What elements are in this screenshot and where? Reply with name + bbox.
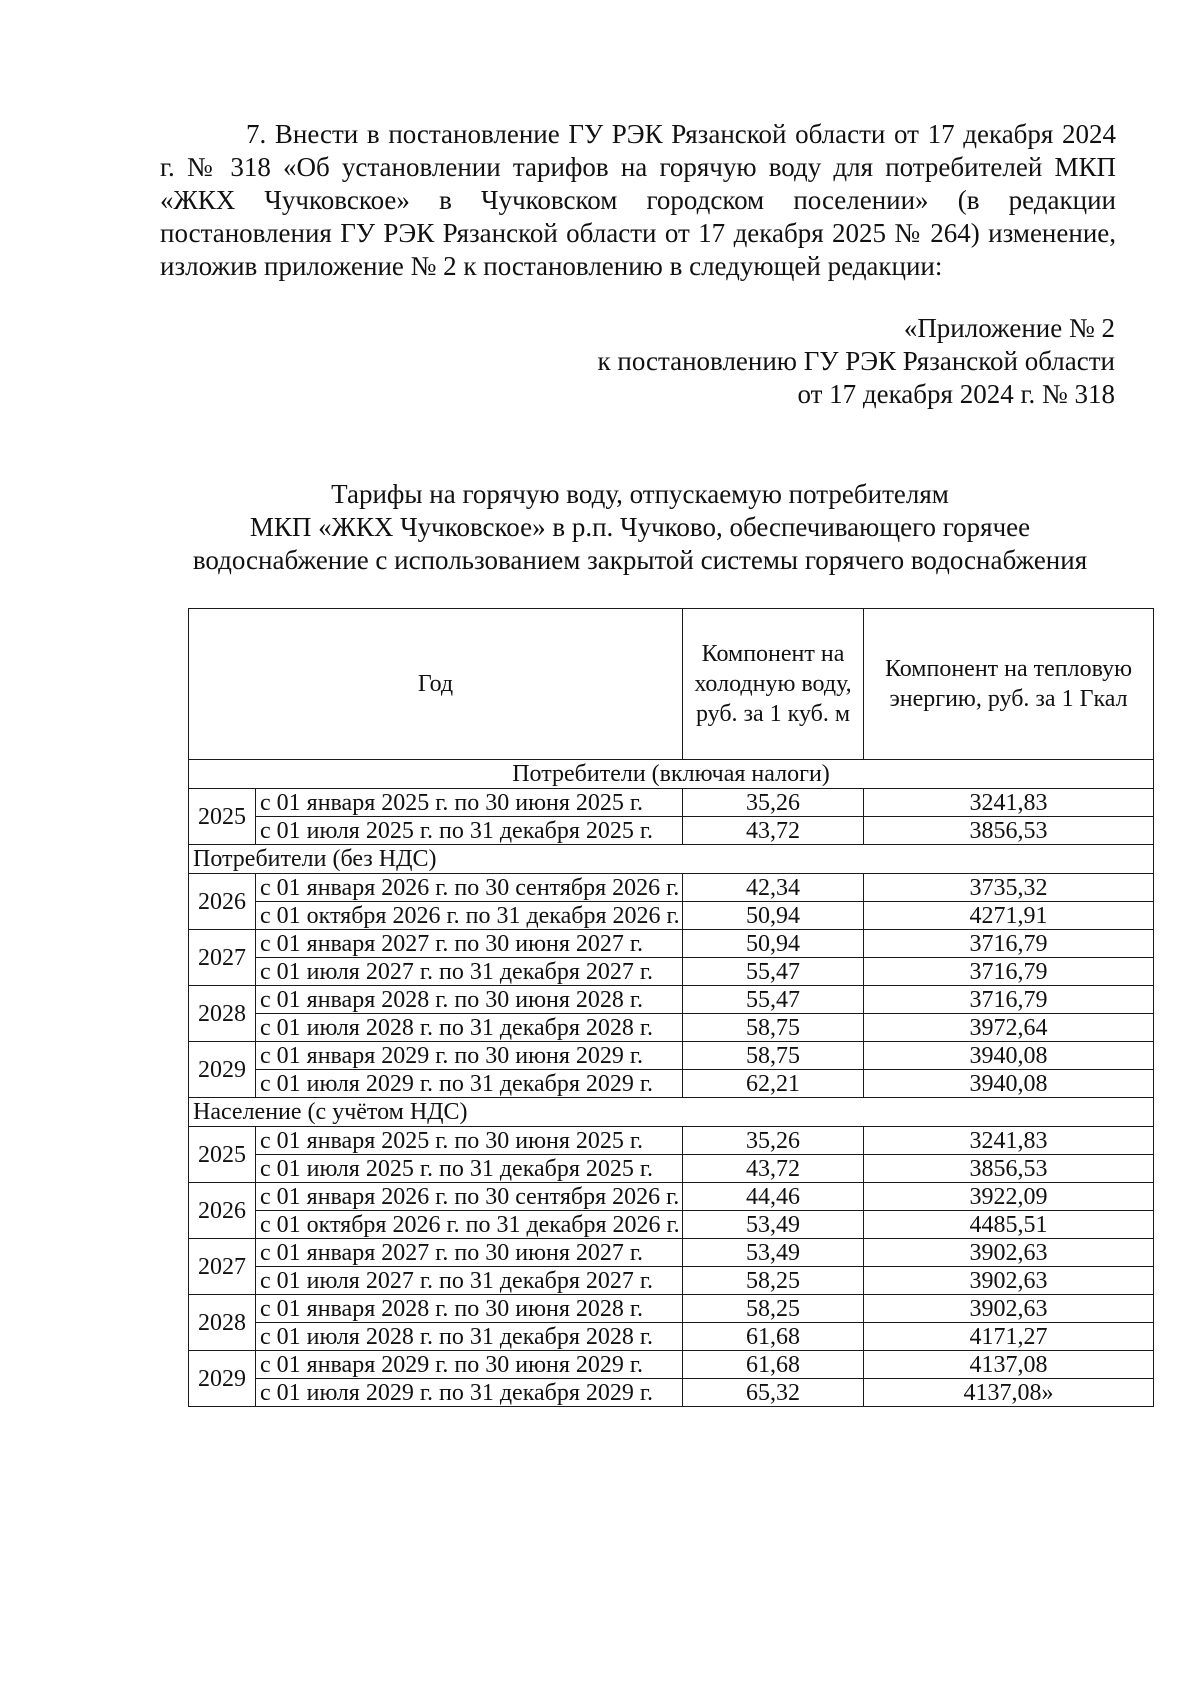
- table-row: [189, 817, 1154, 845]
- period-cell: с 01 января 2026 г. по 30 сентября 2026 г.: [256, 1183, 683, 1211]
- appendix-line-2: к постановлению ГУ РЭК Рязанской области: [597, 346, 1115, 376]
- heat-energy-value: 4137,08»: [864, 1379, 1154, 1407]
- header-year: Год: [189, 609, 683, 760]
- section-title: Население (с учётом НДС): [189, 1098, 1154, 1127]
- period-cell: с 01 января 2029 г. по 30 июня 2029 г.: [256, 1042, 683, 1070]
- cold-water-value: 58,25: [683, 1295, 864, 1323]
- heat-energy-value: 3241,83: [864, 1127, 1154, 1155]
- heat-energy-value: 3856,53: [864, 1155, 1154, 1183]
- table-row: [189, 874, 1154, 902]
- period-cell: с 01 июля 2025 г. по 31 декабря 2025 г.: [256, 1155, 683, 1183]
- cold-water-value: 61,68: [683, 1323, 864, 1351]
- cold-water-value: 35,26: [683, 1127, 864, 1155]
- cold-water-value: 61,68: [683, 1351, 864, 1379]
- cold-water-value: 58,25: [683, 1267, 864, 1295]
- heat-energy-value: 3716,79: [864, 930, 1154, 958]
- table-row: [189, 1211, 1154, 1239]
- table-row: [189, 902, 1154, 930]
- cold-water-value: 42,34: [683, 874, 864, 902]
- table-row: [189, 1379, 1154, 1407]
- cold-water-value: 44,46: [683, 1183, 864, 1211]
- period-cell: с 01 января 2027 г. по 30 июня 2027 г.: [256, 1239, 683, 1267]
- period-cell: с 01 июля 2029 г. по 31 декабря 2029 г.: [256, 1379, 683, 1407]
- heat-energy-value: 3856,53: [864, 817, 1154, 845]
- amendment-paragraph: 7. Внести в постановление ГУ РЭК Рязанской области от 17 декабря 2024 г. № 318 «Об установлении тарифов на горячую воду для потребителей МКП «ЖКХ Чучковское» в Чучковском городском поселении» (в редакции постановления ГУ РЭК Рязанской области от 17 декабря 2025 № 264) изменение, изложив приложение № 2 к постановлению в следующей редакции:: [160, 119, 1116, 281]
- section-row: [189, 760, 1154, 789]
- year-cell: 2027: [189, 1239, 256, 1295]
- section-row: [189, 845, 1154, 874]
- heat-energy-value: 3716,79: [864, 958, 1154, 986]
- appendix-line-1: «Приложение № 2: [903, 313, 1115, 343]
- table-row: [189, 1127, 1154, 1155]
- tariff-table: [188, 608, 1154, 1407]
- table-title: [160, 478, 1120, 577]
- table-row: [189, 1323, 1154, 1351]
- year-cell: 2027: [189, 930, 256, 986]
- section-title: Потребители (без НДС): [189, 845, 1154, 874]
- heat-energy-value: 3902,63: [864, 1295, 1154, 1323]
- table-row: [189, 1239, 1154, 1267]
- cold-water-value: 50,94: [683, 902, 864, 930]
- table-header-row: [189, 609, 1154, 760]
- tariff-table-body: [189, 760, 1154, 1407]
- heat-energy-value: 4171,27: [864, 1323, 1154, 1351]
- period-cell: с 01 июля 2027 г. по 31 декабря 2027 г.: [256, 1267, 683, 1295]
- cold-water-value: 58,75: [683, 1042, 864, 1070]
- table-row: [189, 1042, 1154, 1070]
- table-title-line-1: Тарифы на горячую воду, отпускаемую потребителям: [331, 479, 949, 509]
- table-row: [189, 930, 1154, 958]
- table-row: [189, 1267, 1154, 1295]
- cold-water-value: 65,32: [683, 1379, 864, 1407]
- period-cell: с 01 января 2025 г. по 30 июня 2025 г.: [256, 789, 683, 817]
- period-cell: с 01 января 2025 г. по 30 июня 2025 г.: [256, 1127, 683, 1155]
- table-row: [189, 1070, 1154, 1098]
- section-row: [189, 1098, 1154, 1127]
- table-row: [189, 789, 1154, 817]
- cold-water-value: 35,26: [683, 789, 864, 817]
- period-cell: с 01 июля 2025 г. по 31 декабря 2025 г.: [256, 817, 683, 845]
- year-cell: 2029: [189, 1351, 256, 1407]
- year-cell: 2029: [189, 1042, 256, 1098]
- period-cell: с 01 января 2029 г. по 30 июня 2029 г.: [256, 1351, 683, 1379]
- header-heat-energy: Компонент на тепловую энергию, руб. за 1 Гкал: [864, 609, 1154, 760]
- table-row: [189, 1351, 1154, 1379]
- heat-energy-value: 3940,08: [864, 1070, 1154, 1098]
- cold-water-value: 53,49: [683, 1211, 864, 1239]
- heat-energy-value: 3241,83: [864, 789, 1154, 817]
- heat-energy-value: 3922,09: [864, 1183, 1154, 1211]
- table-row: [189, 1183, 1154, 1211]
- cold-water-value: 43,72: [683, 1155, 864, 1183]
- period-cell: с 01 июля 2027 г. по 31 декабря 2027 г.: [256, 958, 683, 986]
- year-cell: 2025: [189, 1127, 256, 1183]
- period-cell: с 01 июля 2028 г. по 31 декабря 2028 г.: [256, 1323, 683, 1351]
- period-cell: с 01 января 2028 г. по 30 июня 2028 г.: [256, 986, 683, 1014]
- cold-water-value: 53,49: [683, 1239, 864, 1267]
- period-cell: с 01 октября 2026 г. по 31 декабря 2026 г.: [256, 902, 683, 930]
- cold-water-value: 43,72: [683, 817, 864, 845]
- heat-energy-value: 4137,08: [864, 1351, 1154, 1379]
- table-title-line-2: МКП «ЖКХ Чучковское» в р.п. Чучково, обеспечивающего горячее: [249, 512, 1031, 542]
- header-cold-water: Компонент на холодную воду, руб. за 1 куб. м: [683, 609, 864, 760]
- cold-water-value: 62,21: [683, 1070, 864, 1098]
- cold-water-value: 55,47: [683, 958, 864, 986]
- heat-energy-value: 4485,51: [864, 1211, 1154, 1239]
- period-cell: с 01 июля 2029 г. по 31 декабря 2029 г.: [256, 1070, 683, 1098]
- heat-energy-value: 3716,79: [864, 986, 1154, 1014]
- heat-energy-value: 3735,32: [864, 874, 1154, 902]
- heat-energy-value: 4271,91: [864, 902, 1154, 930]
- table-row: [189, 1295, 1154, 1323]
- table-row: [189, 958, 1154, 986]
- period-cell: с 01 января 2028 г. по 30 июня 2028 г.: [256, 1295, 683, 1323]
- heat-energy-value: 3902,63: [864, 1267, 1154, 1295]
- cold-water-value: 50,94: [683, 930, 864, 958]
- appendix-line-3: от 17 декабря 2024 г. № 318: [797, 379, 1115, 409]
- period-cell: с 01 января 2027 г. по 30 июня 2027 г.: [256, 930, 683, 958]
- cold-water-value: 58,75: [683, 1014, 864, 1042]
- year-cell: 2026: [189, 874, 256, 930]
- year-cell: 2025: [189, 789, 256, 845]
- table-row: [189, 1155, 1154, 1183]
- heat-energy-value: 3940,08: [864, 1042, 1154, 1070]
- table-row: [189, 986, 1154, 1014]
- cold-water-value: 55,47: [683, 986, 864, 1014]
- year-cell: 2026: [189, 1183, 256, 1239]
- year-cell: 2028: [189, 986, 256, 1042]
- table-row: [189, 1014, 1154, 1042]
- table-title-line-3: водоснабжение с использованием закрытой системы горячего водоснабжения: [192, 545, 1088, 575]
- heat-energy-value: 3972,64: [864, 1014, 1154, 1042]
- period-cell: с 01 января 2026 г. по 30 сентября 2026 г.: [256, 874, 683, 902]
- period-cell: с 01 июля 2028 г. по 31 декабря 2028 г.: [256, 1014, 683, 1042]
- section-title: Потребители (включая налоги): [189, 760, 1154, 789]
- appendix-reference: [415, 312, 1115, 411]
- year-cell: 2028: [189, 1295, 256, 1351]
- heat-energy-value: 3902,63: [864, 1239, 1154, 1267]
- period-cell: с 01 октября 2026 г. по 31 декабря 2026 г.: [256, 1211, 683, 1239]
